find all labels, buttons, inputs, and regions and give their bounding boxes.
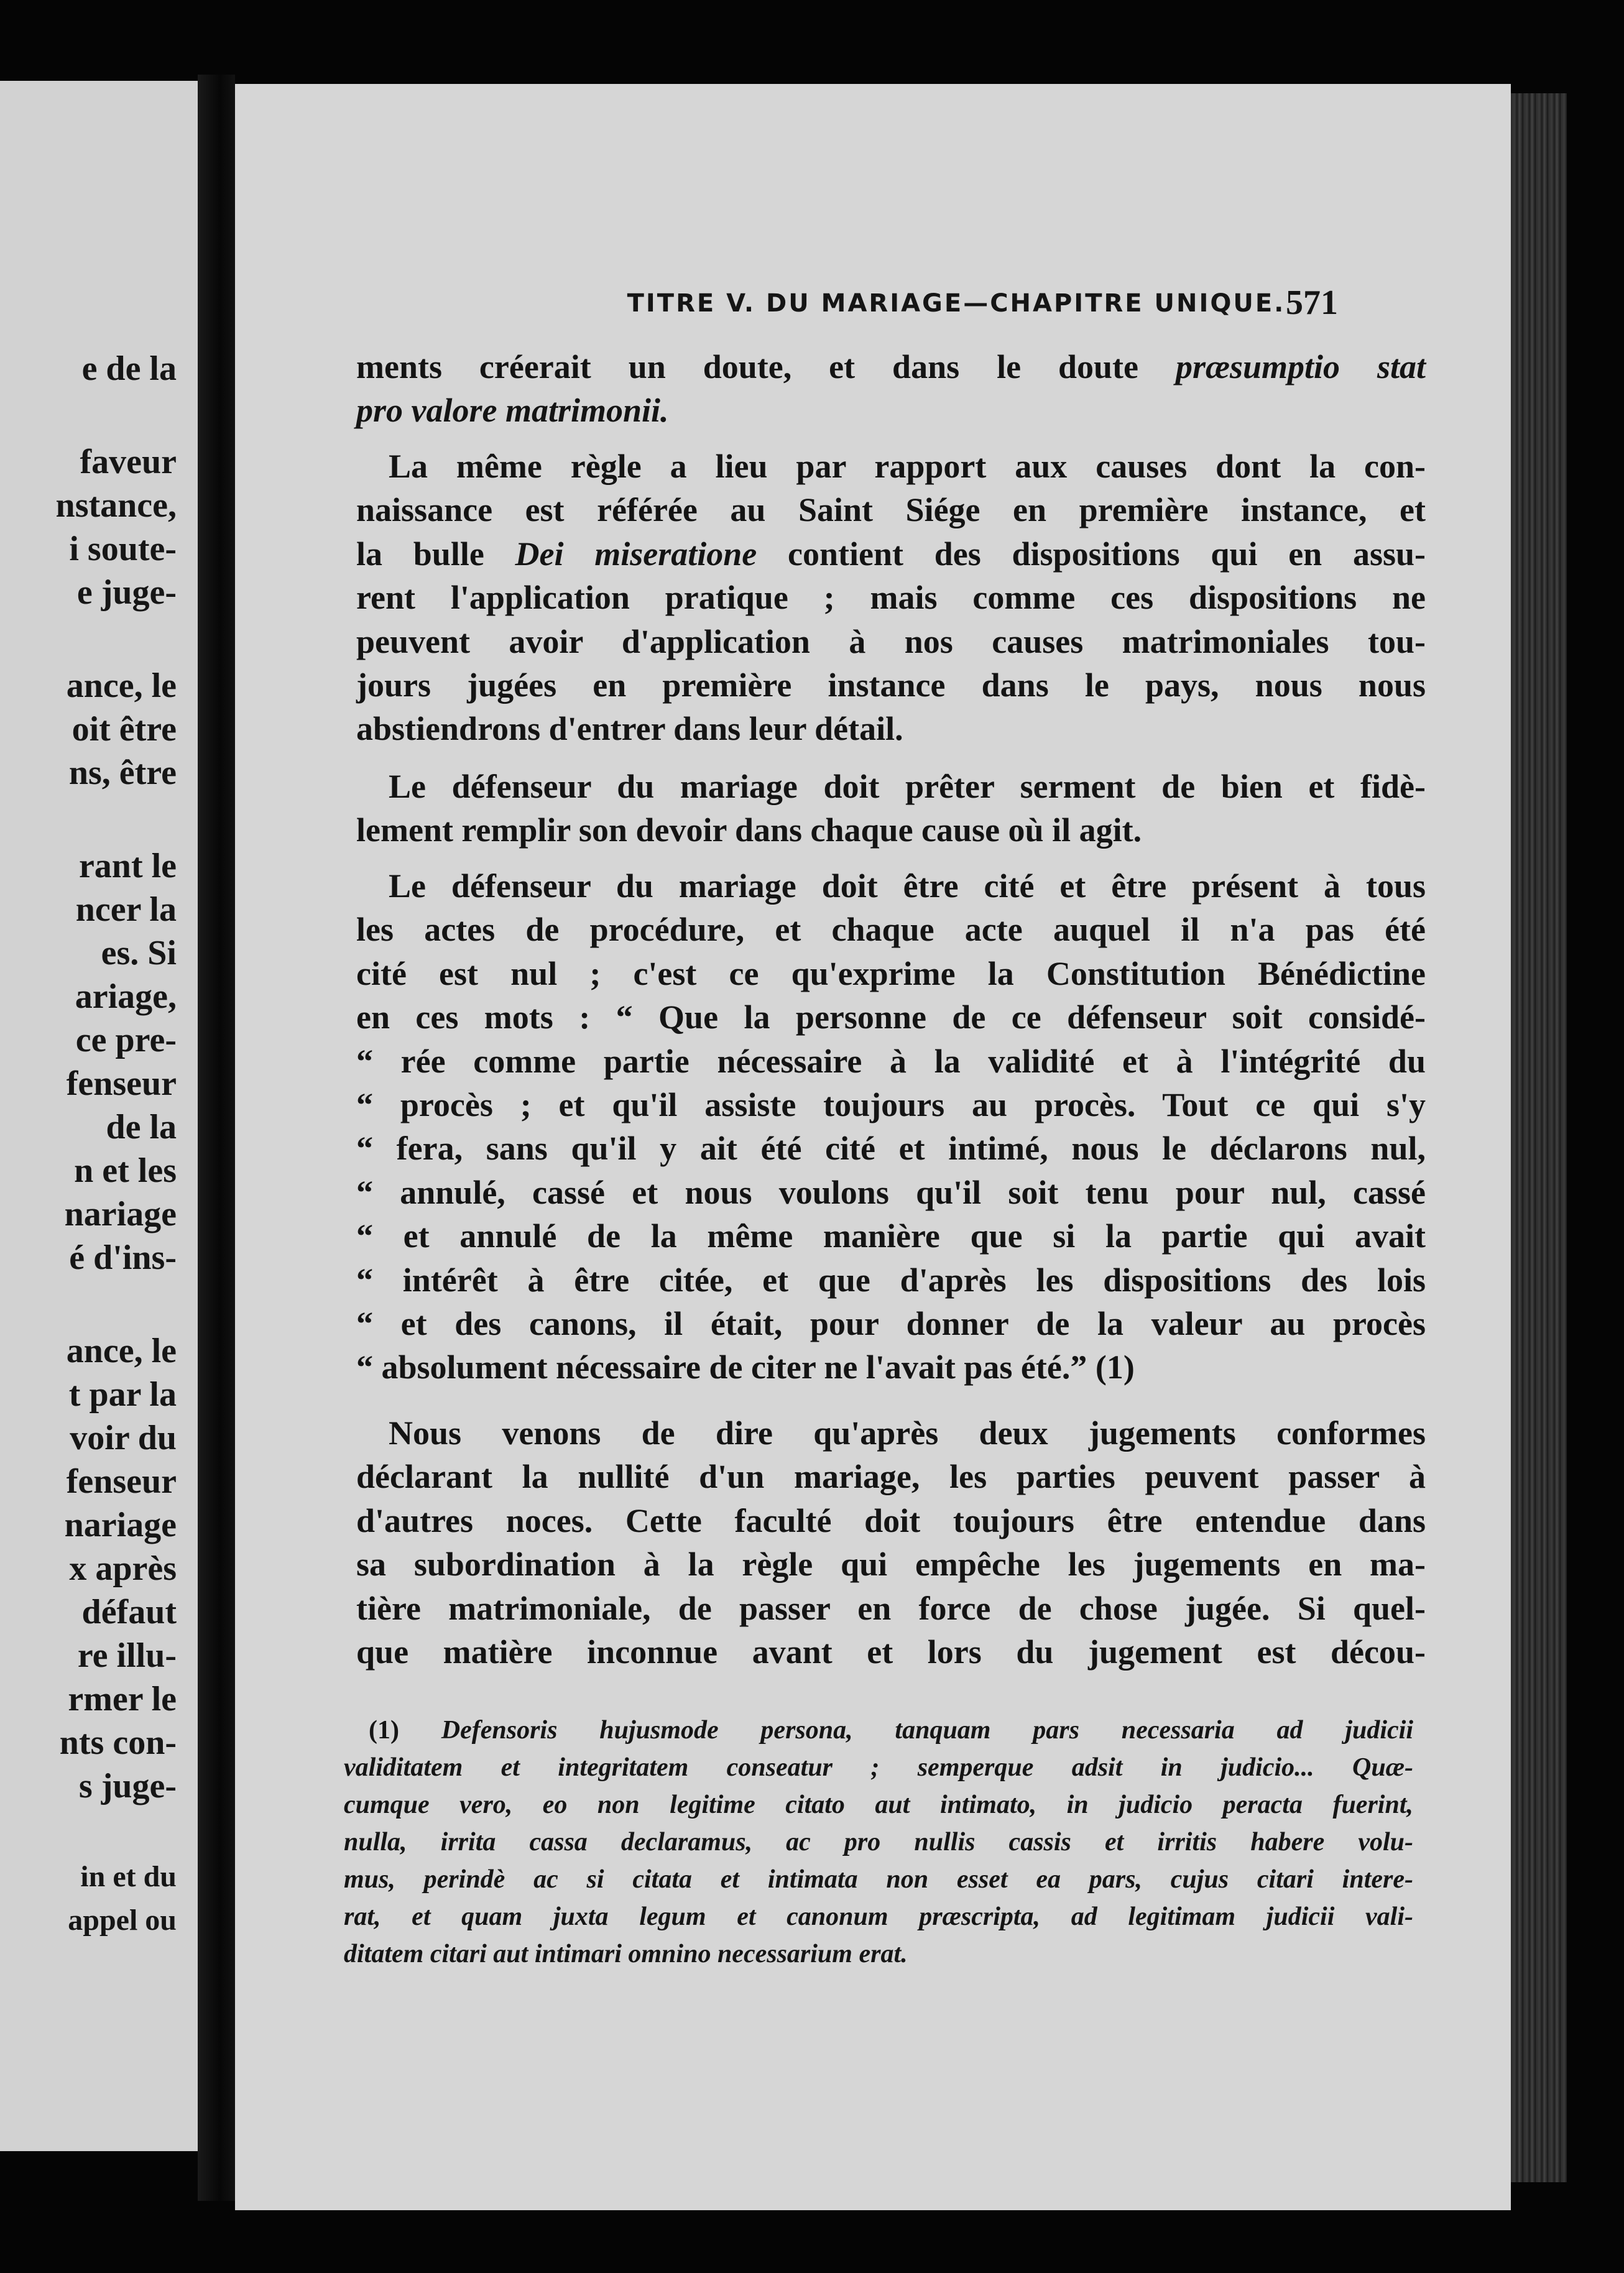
left-page-text-fragment: faveur [80,443,177,481]
left-page-text-fragment: oit être [72,710,177,749]
left-page-text-fragment: voir du [70,1419,177,1457]
footnote-line: mus, perindè ac si citata et intimata non esset ea pars, cujus citari intere- [344,1865,1413,1894]
text-line: lement remplir son devoir dans chaque cause où il agit. [356,811,1142,849]
text-line: tière matrimoniale, de passer en force de chose jugée. Si quel- [356,1589,1426,1627]
text-line: en ces mots : “ Que la personne de ce défenseur soit considé- [356,998,1426,1036]
book-gutter [198,75,235,2201]
text-line: la bulle Dei miseratione contient des dispositions qui en assu- [356,535,1426,573]
left-page-text-fragment: e de la [81,349,177,388]
left-page-text-fragment: nstance, [55,486,177,525]
left-page-text-fragment: es. Si [101,934,177,972]
text-line: rent l'application pratique ; mais comme ces dispositions ne [356,579,1426,617]
footnote-line: cumque vero, eo non legitime citato aut intimato, in judicio peracta fuerint, [344,1791,1413,1819]
left-page-text-fragment: t par la [68,1375,177,1414]
running-header: TITRE V. DU MARIAGE—CHAPITRE UNIQUE. [627,289,1286,318]
text-line: déclarant la nullité d'un mariage, les parties peuvent passer à [356,1458,1426,1496]
left-page-text-fragment: nariage [64,1506,177,1544]
left-page-text-fragment: rant le [78,847,177,885]
footnote-line: rat, et quam juxta legum et canonum præscripta, ad legitimam judicii vali- [344,1902,1413,1931]
left-page-text-fragment: ncer la [75,890,177,929]
quote-line: “ rée comme partie nécessaire à la validité et à l'intégrité du [356,1042,1426,1080]
paragraph-constitution [356,864,1426,1396]
footnote-marker: (1) [369,1716,399,1745]
text-line: abstiendrons d'entrer dans leur détail. [356,710,903,748]
left-page-text-fragment: re illu- [77,1636,177,1675]
left-page-text-fragment: de la [106,1108,177,1146]
left-page-text-fragment: ce pre- [75,1021,177,1059]
footnote-line: nulla, irrita cassa declaramus, ac pro nullis cassis et irritis habere volu- [344,1828,1413,1856]
text-line: Le défenseur du mariage doit être cité et être présent à tous [389,867,1426,905]
left-page-text-fragment: in et du [80,1860,177,1893]
quote-line: “ annulé, cassé et nous voulons qu'il soit tenu pour nul, cassé [356,1173,1426,1211]
left-page-text-fragment: nariage [64,1195,177,1233]
left-page-text-fragment: rmer le [68,1680,177,1718]
paragraph-jugements [356,1411,1426,1680]
left-page-text-fragment: défaut [81,1593,177,1631]
text-line: peuvent avoir d'application à nos causes matrimoniales tou- [356,622,1426,660]
text-line: que matière inconnue avant et lors du jugement est décou- [356,1633,1426,1671]
text-line: les actes de procédure, et chaque acte auquel il n'a pas été [356,911,1426,949]
left-page-text-fragment: ns, être [68,754,177,792]
quote-line: “ et des canons, il était, pour donner de la valeur au procès [356,1305,1426,1343]
left-page-text-fragment: fenseur [66,1064,177,1103]
paragraph [356,345,1426,433]
footnote [344,1712,1413,1973]
left-page-text-fragment: ance, le [66,666,177,705]
text-line: sa subordination à la règle qui empêche les jugements en ma- [356,1546,1426,1584]
previous-page-fragment [0,81,198,2151]
quote-line: “ procès ; et qu'il assiste toujours au procès. Tout ce qui s'y [356,1086,1426,1124]
footnote-line: ditatem citari aut intimari omnino necessarium erat. [344,1940,908,1968]
page-edge-stack [1511,93,1567,2182]
text-line: jours jugées en première instance dans le pays, nous nous [356,666,1426,704]
left-page-text-fragment: e juge- [76,573,177,612]
left-page-text-fragment: x après [69,1549,177,1588]
text-line: Nous venons de dire qu'après deux jugements conformes [389,1414,1426,1452]
left-page-text-fragment: i soute- [69,530,177,568]
left-page-text-fragment: é d'ins- [69,1238,177,1277]
quote-line: “ fera, sans qu'il y ait été cité et intimé, nous le déclarons nul, [356,1130,1426,1168]
text-line: La même règle a lieu par rapport aux causes dont la con- [389,448,1426,485]
text-line: pro valore matrimonii. [356,392,669,430]
paragraph-bulle [356,445,1426,757]
footnote-line: validitatem et integritatem conseatur ; semperque adsit in judicio... Quæ- [344,1753,1413,1782]
paragraph-serment [356,765,1426,859]
left-page-text-fragment: ance, le [66,1332,177,1370]
quote-line: “ absolument nécessaire de citer ne l'avait pas été.” (1) [356,1349,1135,1386]
book-page [235,84,1511,2210]
text-line: naissance est référée au Saint Siége en première instance, et [356,491,1426,529]
left-page-text-fragment: s juge- [78,1767,177,1805]
quote-line: “ intérêt à être citée, et que d'après les dispositions des lois [356,1261,1426,1299]
left-page-text-fragment: nts con- [59,1723,177,1762]
footnote-line: (1) Defensoris hujusmode persona, tanquam pars necessaria ad judicii [344,1712,1413,1749]
quote-line: “ et annulé de la même manière que si la partie qui avait [356,1217,1426,1255]
paragraph-continuation [356,345,1426,439]
left-page-text-fragment: fenseur [66,1462,177,1501]
text-line: ments créerait un doute, et dans le doute præsumptio stat [356,348,1426,385]
left-page-text-fragment: n et les [74,1151,177,1190]
left-page-text-fragment: ariage, [75,977,177,1016]
text-line: cité est nul ; c'est ce qu'exprime la Constitution Bénédictine [356,954,1426,992]
page-number: 571 [1286,284,1338,322]
text-line: d'autres noces. Cette faculté doit toujours être entendue dans [356,1501,1426,1539]
text-line: Le défenseur du mariage doit prêter serment de bien et fidè- [389,768,1426,805]
left-page-text-fragment: appel ou [68,1904,177,1937]
